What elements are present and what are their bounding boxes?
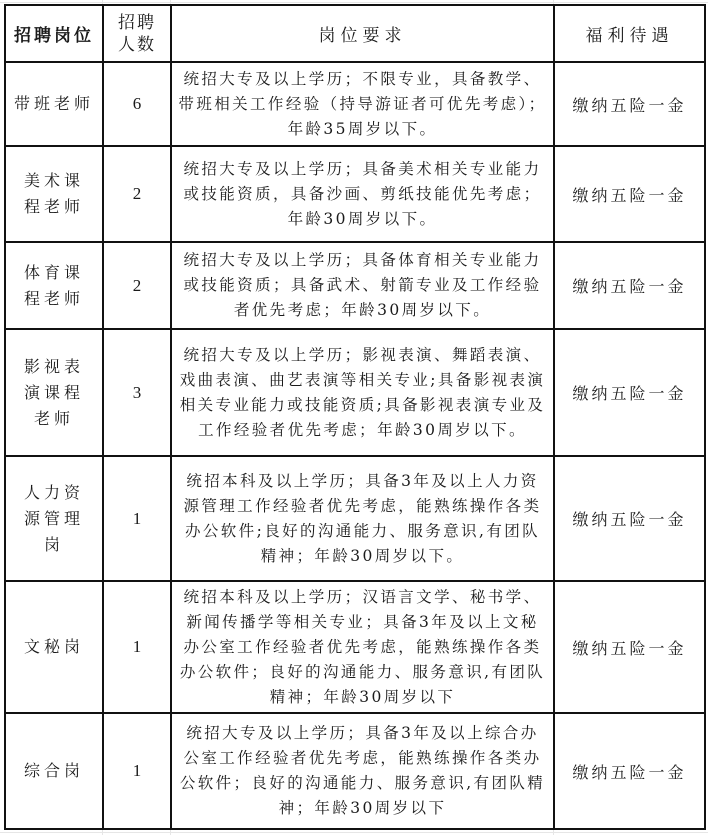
cell-benefits: 缴纳五险一金 [554, 146, 705, 242]
cell-benefits: 缴纳五险一金 [554, 242, 705, 329]
recruitment-table [4, 4, 706, 830]
cell-requirements: 统招本科及以上学历；具备3年及以上人力资源管理工作经验者优先考虑，能熟练操作各类办公软件;良好的沟通能力、服务意识,有团队精神；年龄30周岁以下。 [171, 456, 554, 581]
table-row [5, 242, 705, 329]
cell-benefits: 缴纳五险一金 [554, 581, 705, 713]
header-benefits: 福利待遇 [554, 5, 705, 62]
cell-count: 1 [103, 456, 171, 581]
cell-position: 综合岗 [5, 713, 103, 829]
cell-requirements: 统招大专及以上学历；具备3年及以上综合办公室工作经验者优先考虑，能熟练操作各类办公软件；良好的沟通能力、服务意识,有团队精神；年龄30周岁以下 [171, 713, 554, 829]
cell-count: 2 [103, 242, 171, 329]
cell-position: 影视表演课程老师 [5, 329, 103, 456]
cell-benefits: 缴纳五险一金 [554, 456, 705, 581]
cell-requirements: 统招本科及以上学历；汉语言文学、秘书学、新闻传播学等相关专业；具备3年及以上文秘办公室工作经验者优先考虑，能熟练操作各类办公软件；良好的沟通能力、服务意识,有团队精神；年龄30周岁以下 [171, 581, 554, 713]
cell-benefits: 缴纳五险一金 [554, 62, 705, 146]
cell-count: 1 [103, 713, 171, 829]
cell-requirements: 统招大专及以上学历；影视表演、舞蹈表演、戏曲表演、曲艺表演等相关专业;具备影视表演相关专业能力或技能资质;具备影视表演专业及工作经验者优先考虑；年龄30周岁以下。 [171, 329, 554, 456]
table-row [5, 581, 705, 713]
cell-position: 体育课程老师 [5, 242, 103, 329]
cell-benefits: 缴纳五险一金 [554, 713, 705, 829]
cell-count: 6 [103, 62, 171, 146]
header-count-line1: 招聘 [118, 12, 156, 33]
cell-count: 1 [103, 581, 171, 713]
table-row [5, 329, 705, 456]
table-row [5, 456, 705, 581]
table-row [5, 146, 705, 242]
cell-requirements: 统招大专及以上学历；不限专业，具备教学、带班相关工作经验（持导游证者可优先考虑）；年龄35周岁以下。 [171, 62, 554, 146]
table-row [5, 62, 705, 146]
header-row [5, 5, 705, 62]
cell-requirements: 统招大专及以上学历；具备美术相关专业能力或技能资质，具备沙画、剪纸技能优先考虑；年龄30周岁以下。 [171, 146, 554, 242]
header-count [103, 5, 171, 62]
table-row [5, 713, 705, 829]
cell-position: 文秘岗 [5, 581, 103, 713]
cell-benefits: 缴纳五险一金 [554, 329, 705, 456]
header-count-line2: 人数 [118, 34, 156, 55]
cell-position: 美术课程老师 [5, 146, 103, 242]
cell-position: 人力资源管理岗 [5, 456, 103, 581]
header-position: 招聘岗位 [5, 5, 103, 62]
cell-count: 3 [103, 329, 171, 456]
cell-requirements: 统招大专及以上学历；具备体育相关专业能力或技能资质；具备武术、射箭专业及工作经验者优先考虑；年龄30周岁以下。 [171, 242, 554, 329]
header-requirements: 岗位要求 [171, 5, 554, 62]
cell-position: 带班老师 [5, 62, 103, 146]
cell-count: 2 [103, 146, 171, 242]
